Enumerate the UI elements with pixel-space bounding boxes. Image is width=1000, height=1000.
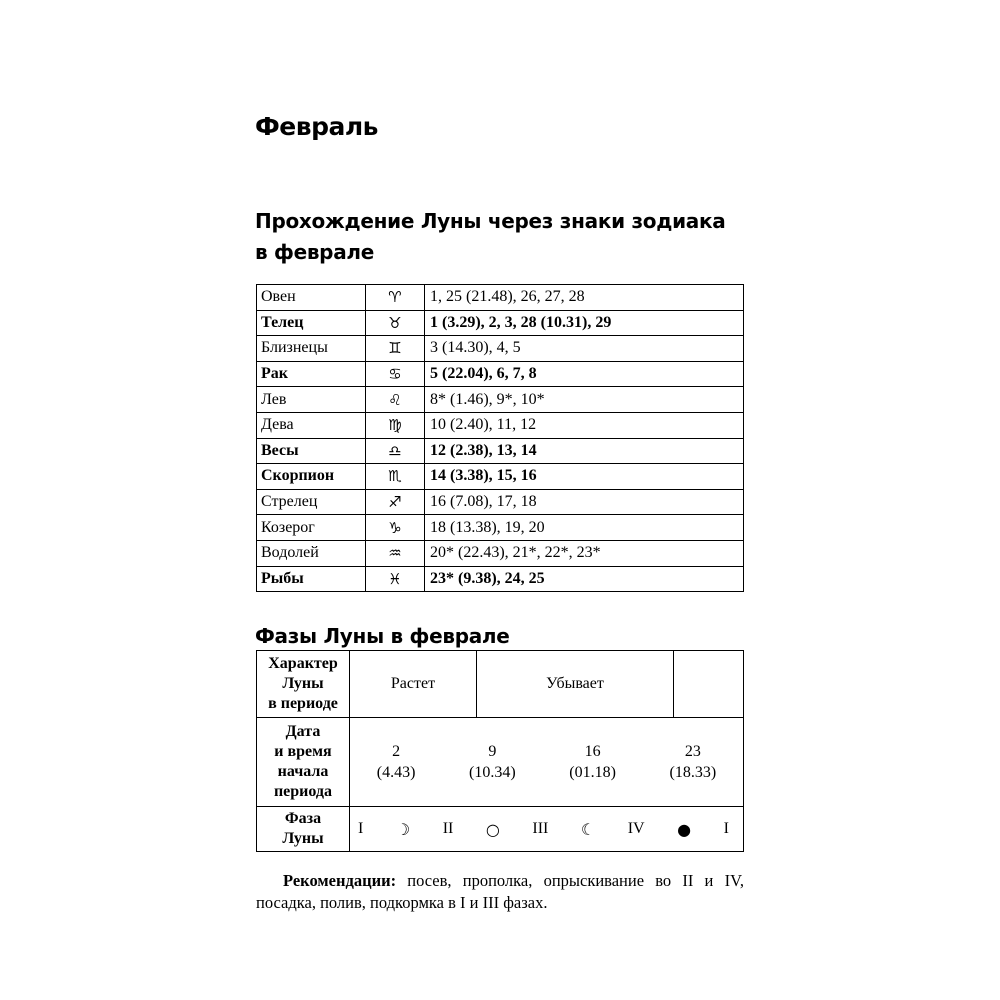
- zodiac-sign-name: Овен: [257, 285, 366, 311]
- new-moon-icon: ●: [677, 819, 692, 839]
- last-quarter-moon-icon: ☾: [580, 819, 596, 839]
- phase-label: Фаза Луны: [257, 807, 350, 852]
- empty-cell: [674, 651, 744, 718]
- zodiac-days: 3 (14.30), 4, 5: [425, 336, 744, 362]
- zodiac-days: 12 (2.38), 13, 14: [425, 438, 744, 464]
- phase-start-date: [670, 741, 717, 783]
- zodiac-sign-name: Водолей: [257, 540, 366, 566]
- character-label: Характер Луны в периоде: [257, 651, 350, 718]
- phase-1-label: I: [723, 820, 729, 837]
- recommendations-text: посев, прополка, опрыскивание во II и IV, посадка, полив, подкормка в I и III фазах.: [256, 871, 744, 912]
- phase-1-label: I: [358, 820, 364, 837]
- zodiac-sign-name: Дева: [257, 412, 366, 438]
- date-time: (18.33): [669, 764, 717, 781]
- zodiac-days: 16 (7.08), 17, 18: [425, 489, 744, 515]
- zodiac-days: 1, 25 (21.48), 26, 27, 28: [425, 285, 744, 311]
- zodiac-days: 1 (3.29), 2, 3, 28 (10.31), 29: [425, 310, 744, 336]
- phase-3-label: III: [532, 820, 549, 837]
- zodiac-days: 20* (22.43), 21*, 22*, 23*: [425, 540, 744, 566]
- zodiac-symbol-icon: ♍︎: [366, 412, 425, 438]
- waning-cell: Убывает: [477, 651, 674, 718]
- zodiac-row: [257, 438, 744, 464]
- zodiac-symbol-icon: ♏︎: [366, 464, 425, 490]
- recommendations: [256, 870, 744, 914]
- zodiac-days: 5 (22.04), 6, 7, 8: [425, 361, 744, 387]
- dates-cell: [350, 718, 744, 807]
- zodiac-row: [257, 566, 744, 592]
- zodiac-row: [257, 515, 744, 541]
- zodiac-days: 18 (13.38), 19, 20: [425, 515, 744, 541]
- phases-cell: [350, 807, 744, 852]
- date-label: Дата и время начала периода: [257, 718, 350, 807]
- phase-start-date: [377, 741, 416, 783]
- zodiac-days: 8* (1.46), 9*, 10*: [425, 387, 744, 413]
- zodiac-symbol-icon: ♐︎: [366, 489, 425, 515]
- phase-start-date: [469, 741, 516, 783]
- zodiac-symbol-icon: ♈︎: [366, 285, 425, 311]
- phase-start-date: [569, 741, 616, 783]
- page-title: Февраль: [255, 112, 378, 141]
- zodiac-sign-name: Рак: [257, 361, 366, 387]
- zodiac-row: [257, 310, 744, 336]
- zodiac-row: [257, 540, 744, 566]
- date-day: 23: [684, 743, 701, 760]
- zodiac-table: [256, 284, 744, 592]
- zodiac-row: [257, 489, 744, 515]
- zodiac-days: 14 (3.38), 15, 16: [425, 464, 744, 490]
- zodiac-days: 10 (2.40), 11, 12: [425, 412, 744, 438]
- growing-cell: Растет: [350, 651, 477, 718]
- zodiac-symbol-icon: ♌︎: [366, 387, 425, 413]
- zodiac-symbol-icon: ♊︎: [366, 336, 425, 362]
- zodiac-symbol-icon: ♓︎: [366, 566, 425, 592]
- zodiac-sign-name: Скорпион: [257, 464, 366, 490]
- date-time: (4.43): [376, 764, 416, 781]
- zodiac-heading-line2: в феврале: [255, 240, 375, 264]
- zodiac-sign-name: Рыбы: [257, 566, 366, 592]
- recommendations-label: Рекомендации:: [283, 871, 397, 890]
- character-row: [257, 651, 744, 718]
- moon-phases-table: [256, 650, 744, 852]
- zodiac-row: [257, 285, 744, 311]
- date-day: 9: [488, 743, 497, 760]
- zodiac-row: [257, 387, 744, 413]
- zodiac-row: [257, 412, 744, 438]
- first-quarter-moon-icon: ☽: [395, 819, 411, 839]
- phases-section-heading: Фазы Луны в феврале: [255, 624, 510, 648]
- zodiac-symbol-icon: ♋︎: [366, 361, 425, 387]
- zodiac-sign-name: Стрелец: [257, 489, 366, 515]
- zodiac-sign-name: Козерог: [257, 515, 366, 541]
- phase-row: [257, 807, 744, 852]
- date-row: [257, 718, 744, 807]
- date-time: (01.18): [569, 764, 616, 781]
- zodiac-row: [257, 361, 744, 387]
- zodiac-symbol-icon: ♉︎: [366, 310, 425, 336]
- phase-4-label: IV: [627, 820, 645, 837]
- date-day: 16: [584, 743, 601, 760]
- full-moon-icon: ○: [485, 819, 500, 839]
- zodiac-section-heading: [255, 206, 725, 268]
- phase-2-label: II: [442, 820, 454, 837]
- zodiac-symbol-icon: ♎︎: [366, 438, 425, 464]
- zodiac-sign-name: Телец: [257, 310, 366, 336]
- zodiac-sign-name: Лев: [257, 387, 366, 413]
- zodiac-row: [257, 464, 744, 490]
- date-day: 2: [392, 743, 401, 760]
- zodiac-days: 23* (9.38), 24, 25: [425, 566, 744, 592]
- zodiac-heading-line1: Прохождение Луны через знаки зодиака: [255, 209, 726, 233]
- zodiac-sign-name: Весы: [257, 438, 366, 464]
- zodiac-symbol-icon: ♒︎: [366, 540, 425, 566]
- zodiac-symbol-icon: ♑︎: [366, 515, 425, 541]
- zodiac-sign-name: Близнецы: [257, 336, 366, 362]
- date-time: (10.34): [469, 764, 516, 781]
- zodiac-row: [257, 336, 744, 362]
